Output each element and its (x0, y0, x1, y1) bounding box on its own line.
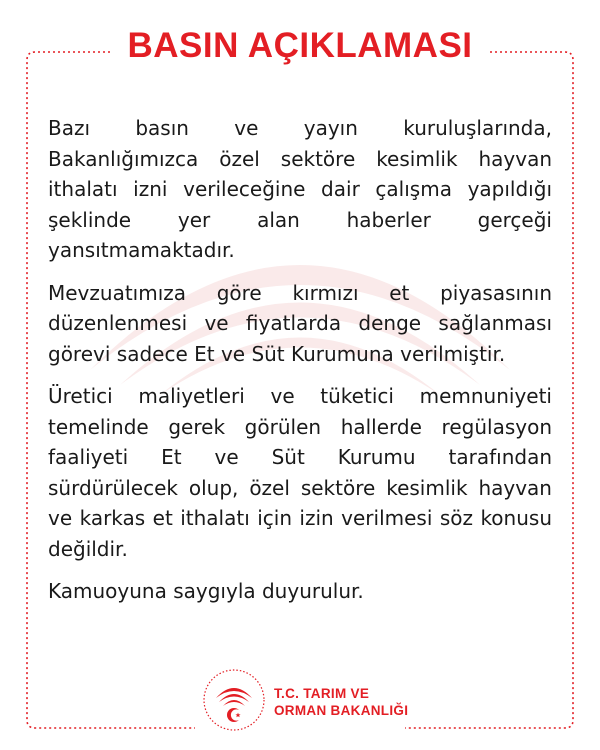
paragraph-3: Üretici maliyetleri ve tüketici memnuniyeti temelinde gerek görülen hallerde regülasyon faaliyeti Et ve Süt Kurumu tarafından sürdürülecek olup, özel sektöre kesimlik hayvan ve karkas et ithalatı için izin verilmesi söz konusu değildir. (48, 384, 552, 561)
ministry-footer (202, 668, 422, 732)
ministry-name (274, 685, 408, 719)
paragraph-1: Bazı basın ve yayın kuruluşlarında, Bakanlığımızca özel sektöre kesimlik hayvan ithalatı izni verileceğine dair çalışma yapıldığı şeklinde yer alan haberler gerçeği yansıtmamaktadır. (48, 116, 552, 262)
paragraph-4: Kamuoyuna saygıyla duyurulur. (48, 579, 364, 603)
page-title: BASIN AÇIKLAMASI (127, 26, 473, 65)
press-release-body (48, 113, 552, 619)
ministry-name-line1: T.C. TARIM VE (274, 686, 370, 701)
paragraph-2: Mevzuatımıza göre kırmızı et piyasasının düzenlenmesi ve fiyatlarda denge sağlanması görevi sadece Et ve Süt Kurumuna verilmiştir. (48, 280, 552, 366)
ministry-name-line2: ORMAN BAKANLIĞI (274, 703, 409, 718)
ministry-emblem-icon (202, 668, 266, 732)
